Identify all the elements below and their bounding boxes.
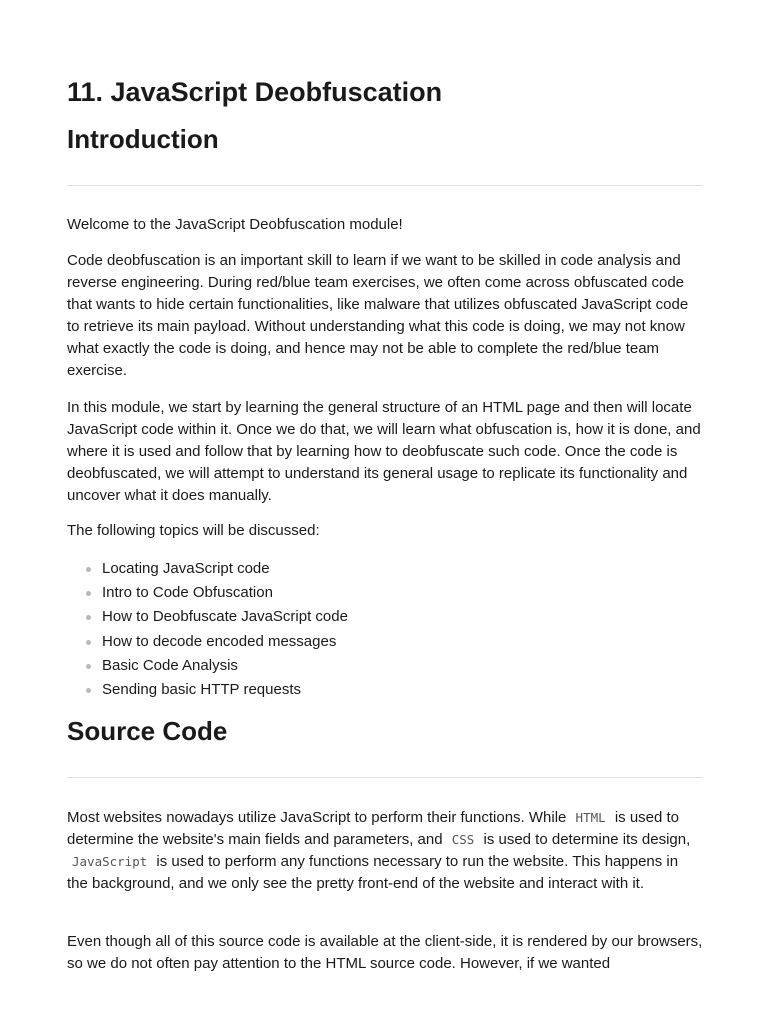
- text-run: is used to determine its design,: [479, 831, 691, 848]
- list-item: [67, 581, 703, 605]
- topic-label: Sending basic HTTP requests: [102, 680, 301, 698]
- inline-code-css: CSS: [451, 832, 475, 847]
- text-run: is used to determine the website's main fields and parameters, and: [67, 809, 680, 848]
- list-item: [67, 605, 703, 629]
- source-code-paragraph-1: [67, 807, 703, 895]
- bullet-icon: [86, 615, 91, 620]
- bullet-icon: [86, 640, 91, 645]
- section-divider: [67, 777, 703, 778]
- text-run: Most websites nowadays utilize JavaScript to perform their functions. While: [67, 809, 571, 826]
- text-run: is used to perform any functions necessary to run the website. This happens in the background, and we only see the pretty front-end of the website and interact with it.: [67, 853, 679, 892]
- welcome-paragraph: Welcome to the JavaScript Deobfuscation module!: [67, 216, 403, 233]
- topic-label: How to decode encoded messages: [102, 632, 337, 650]
- topic-label: Intro to Code Obfuscation: [102, 584, 273, 602]
- source-code-heading: Source Code: [67, 716, 228, 746]
- list-item: [67, 678, 703, 702]
- module-paragraph: In this module, we start by learning the general structure of an HTML page and then will locate JavaScript code within it. Once we do that, we will learn what obfuscation is, how it is done, and where it is used and follow that by learning how to deobfuscate such code. Once the code is deobfuscated, we will attempt to understand its general usage to replicate its functionality and uncover what it does manually.: [67, 399, 701, 504]
- topics-list: [67, 557, 703, 702]
- bullet-icon: [86, 591, 91, 596]
- bullet-icon: [86, 567, 91, 572]
- inline-code-javascript: JavaScript: [72, 854, 148, 869]
- topic-label: Basic Code Analysis: [102, 656, 238, 674]
- list-item: [67, 557, 703, 581]
- deobfuscation-paragraph: Code deobfuscation is an important skill to learn if we want to be skilled in code analysis and reverse engineering. During red/blue team exercises, we often come across obfuscated code that wants to hide certain functionalities, like malware that utilizes obfuscated JavaScript code to retrieve its main payload. Without understanding what this code is doing, we may not know what exactly the code is doing, and hence may not be able to complete the red/blue team exercise.: [67, 252, 689, 379]
- bullet-icon: [86, 688, 91, 693]
- topic-label: Locating JavaScript code: [102, 560, 270, 577]
- topic-label: How to Deobfuscate JavaScript code: [102, 608, 348, 626]
- source-code-paragraph-2: Even though all of this source code is available at the client-side, it is rendered by our browsers, so we do not often pay attention to the HTML source code. However, if we wanted: [67, 933, 703, 972]
- inline-code-html: HTML: [575, 810, 606, 825]
- list-item: [67, 654, 703, 678]
- chapter-title: 11. JavaScript Deobfuscation: [67, 77, 443, 107]
- list-item: [67, 630, 703, 654]
- bullet-icon: [86, 664, 91, 669]
- introduction-heading: Introduction: [67, 124, 219, 154]
- section-divider: [67, 185, 703, 186]
- topics-lead: The following topics will be discussed:: [67, 522, 320, 539]
